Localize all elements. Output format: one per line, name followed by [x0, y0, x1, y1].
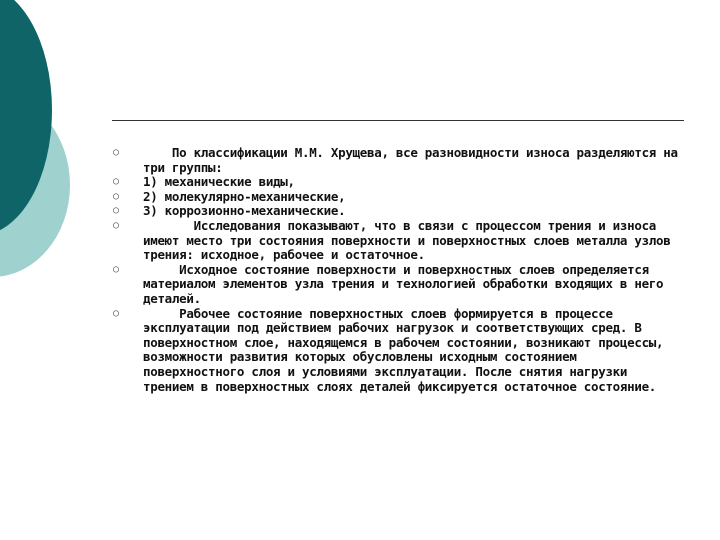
list-item — [112, 263, 682, 307]
list-item — [112, 145, 685, 175]
list-item-text: Исследования показывают, что в связи с процессом трения и износа имеют место три состояния поверхности и поверхностных слоев металла узлов трения: исходное, рабочее и остаточное. — [143, 217, 678, 263]
list-item — [112, 307, 682, 395]
hollow-circle-icon: ○ — [113, 190, 120, 202]
list-item-text: По классификации М.М. Хрущева, все разновидности износа разделяются на три группы: — [143, 145, 685, 175]
list-item-text: 2) молекулярно-механические, — [143, 188, 346, 204]
hollow-circle-icon: ○ — [113, 307, 120, 319]
list-item-text: 1) механические виды, — [143, 174, 295, 190]
list-item — [112, 190, 682, 205]
hollow-circle-icon: ○ — [113, 205, 120, 217]
hollow-circle-icon: ○ — [113, 219, 120, 231]
hollow-circle-icon: ○ — [113, 263, 120, 275]
list-item — [112, 219, 682, 263]
list-item — [112, 175, 682, 190]
hollow-circle-icon: ○ — [113, 176, 120, 188]
list-item-text: 3) коррозионно-механические. — [143, 203, 346, 219]
title-divider-line — [112, 120, 684, 121]
list-item — [112, 204, 682, 219]
hollow-circle-icon: ○ — [113, 147, 120, 158]
list-item-text: Исходное состояние поверхности и поверхностных слоев определяется материалом элементов узла трения и технологией обработки входящих в него деталей. — [143, 261, 671, 306]
list-item-text: Рабочее состояние поверхностных слоев формируется в процессе эксплуатации под действием рабочих нагрузок и соответствующих сред. В поверхностном слое, находящемся в рабочем состоянии, возникают процессы, возможности развития которых обусловлены исходным состоянием поверхностного слоя и условиями эксплуатации. После снятия нагрузки трением в поверхностных слоях деталей фиксируется остаточное состояние. — [143, 305, 671, 394]
bullet-list — [112, 145, 685, 394]
